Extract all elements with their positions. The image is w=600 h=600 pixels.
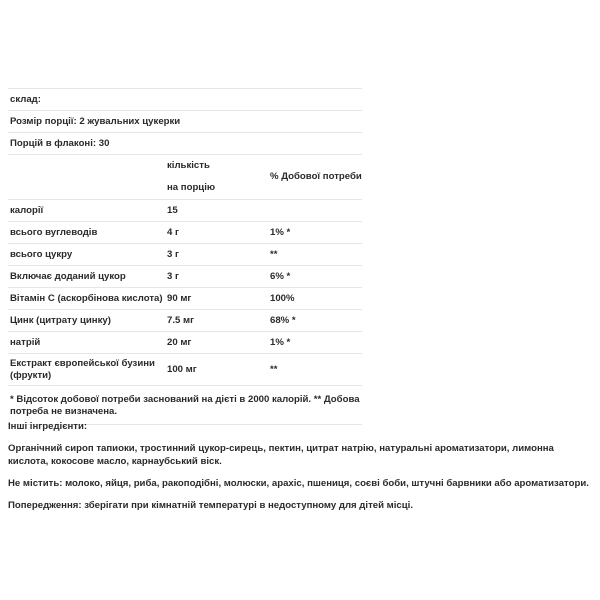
other-ingredients: Органічний сироп тапиоки, тростинний цукор-сирець, пектин, цитрат натрію, натуральні ароматизатори, лимонна кислота, кокосове масло, карнаубський віск. xyxy=(8,443,554,467)
table-row xyxy=(8,222,362,244)
nutrient-dv: 6% * xyxy=(268,266,362,288)
nutrient-amount: 90 мг xyxy=(165,288,268,310)
nutrient-name: всього цукру xyxy=(8,244,165,266)
allergen-statement: Не містить: молоко, яйця, риба, ракоподібні, молюски, арахіс, пшениця, соєві боби, штучні барвники або ароматизатори. xyxy=(8,478,589,489)
nutrient-dv: 100% xyxy=(268,288,362,310)
servings-per-container: Порцій в флаконі: 30 xyxy=(8,133,362,155)
nutrient-name: натрій xyxy=(8,332,165,354)
table-row xyxy=(8,288,362,310)
nutrient-amount: 100 мг xyxy=(165,354,268,386)
amount-header xyxy=(165,155,268,200)
nutrient-dv: 1% * xyxy=(268,222,362,244)
nutrient-dv: 68% * xyxy=(268,310,362,332)
storage-warning: Попередження: зберігати при кімнатній температурі в недоступному для дітей місці. xyxy=(8,500,413,511)
nutrient-name: Включає доданий цукор xyxy=(8,266,165,288)
nutrient-amount: 20 мг xyxy=(165,332,268,354)
nutrient-amount: 7.5 мг xyxy=(165,310,268,332)
serving-size: Розмір порції: 2 жувальних цукерки xyxy=(8,111,362,133)
nutrient-amount: 3 г xyxy=(165,266,268,288)
nutrient-name: Цинк (цитрату цинку) xyxy=(8,310,165,332)
table-row xyxy=(8,332,362,354)
table-row xyxy=(8,266,362,288)
nutrient-name: калорії xyxy=(8,200,165,222)
nutrient-dv: 1% * xyxy=(268,332,362,354)
supplement-facts-table xyxy=(8,88,362,425)
nutrient-amount: 4 г xyxy=(165,222,268,244)
table-row xyxy=(8,200,362,222)
nutrient-name: всього вуглеводів xyxy=(8,222,165,244)
amount-header-line2: на порцію xyxy=(167,182,216,193)
nutrient-amount: 3 г xyxy=(165,244,268,266)
table-row xyxy=(8,310,362,332)
daily-value-header: % Добової потреби xyxy=(268,155,362,200)
table-header xyxy=(8,155,362,200)
other-ingredients-title: Інші інгредієнти: xyxy=(8,421,88,432)
nutrient-name: Екстракт європейської бузини (фрукти) xyxy=(8,354,165,386)
nutrient-amount: 15 xyxy=(165,200,268,222)
table-row xyxy=(8,244,362,266)
composition-label: склад: xyxy=(8,89,362,111)
nutrient-dv: ** xyxy=(268,244,362,266)
amount-header-line1: кількість xyxy=(167,160,210,171)
nutrient-dv: ** xyxy=(268,354,362,386)
nutrient-dv xyxy=(268,200,362,222)
nutrient-name: Вітамін C (аскорбінова кислота) xyxy=(8,288,165,310)
table-row xyxy=(8,354,362,386)
footnote: * Відсоток добової потреби заснований на дієті в 2000 калорій. ** Добова потреба не визначена. xyxy=(8,386,362,425)
